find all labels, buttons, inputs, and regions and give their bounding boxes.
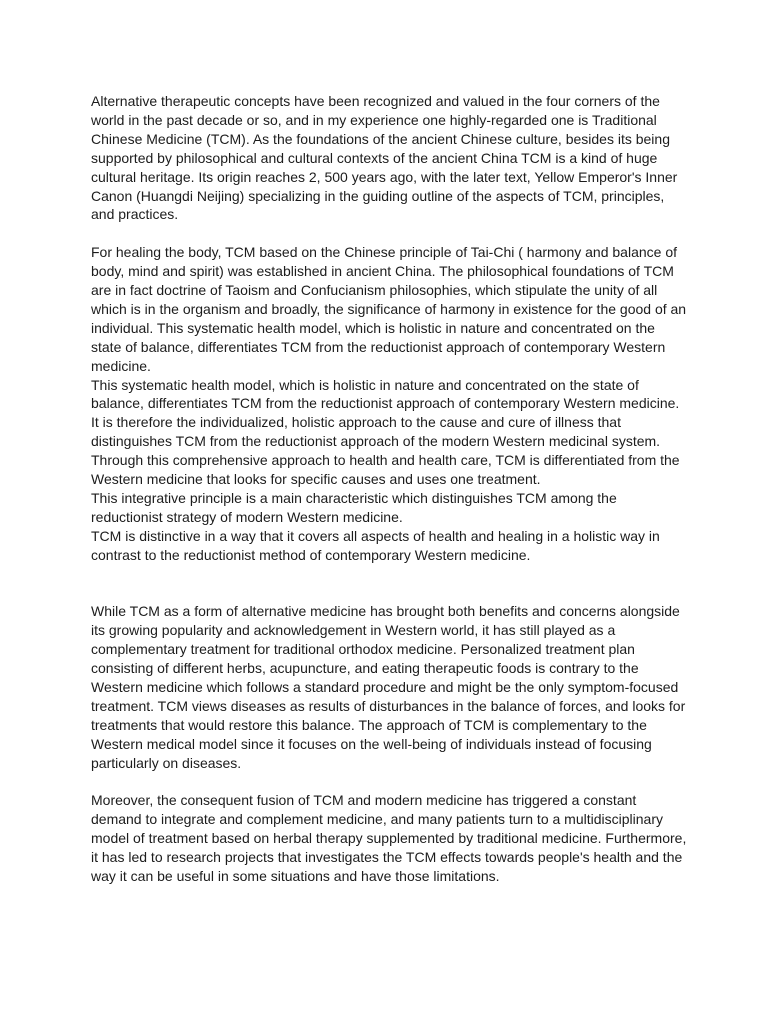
text-line: particularly on diseases. xyxy=(91,754,242,771)
text-line: cultural heritage. Its origin reaches 2, 500 years ago, with the later text, Yellow Emperor's Inner xyxy=(91,168,678,185)
paragraph-intro xyxy=(91,92,691,224)
document-body xyxy=(91,92,691,886)
text-line: it has led to research projects that investigates the TCM effects towards people's health and the xyxy=(91,849,683,866)
text-line: contrast to the reductionist method of contemporary Western medicine. xyxy=(91,546,531,563)
text-line: Western medical model since it focuses on the well-being of individuals instead of focusing xyxy=(91,735,652,752)
text-line: medicine. xyxy=(91,357,151,374)
text-line: distinguishes TCM from the reductionist approach of the modern Western medicinal system. xyxy=(91,433,661,450)
text-line: complementary treatment for traditional orthodox medicine. Personalized treatment plan xyxy=(91,641,635,658)
text-line: Through this comprehensive approach to health and health care, TCM is differentiated from the xyxy=(91,452,680,469)
text-line: balance, differentiates TCM from the reductionist approach of contemporary Western medicine. xyxy=(91,395,680,412)
paragraph-gap xyxy=(91,565,691,584)
text-line: It is therefore the individualized, holistic approach to the cause and cure of illness that xyxy=(91,414,621,431)
text-line: This systematic health model, which is holistic in nature and concentrated on the state of xyxy=(91,376,639,393)
text-line: Alternative therapeutic concepts have been recognized and valued in the four corners of the xyxy=(91,93,660,109)
text-line: While TCM as a form of alternative medicine has brought both benefits and concerns alongside xyxy=(91,603,680,620)
text-line: Western medicine which follows a standard procedure and might be the only symptom-focused xyxy=(91,679,679,696)
text-line: and practices. xyxy=(91,206,179,223)
text-line: treatments that would restore this balance. The approach of TCM is complementary to the xyxy=(91,716,647,733)
text-line: treatment. TCM views diseases as results of disturbances in the balance of forces, and looks for xyxy=(91,697,686,714)
text-line: demand to integrate and complement medicine, and many patients turn to a multidisciplinary xyxy=(91,811,663,828)
text-line: Chinese Medicine (TCM). As the foundations of the ancient Chinese culture, besides its being xyxy=(91,130,670,147)
text-line: which is in the organism and broadly, the significance of harmony in existence for the good of an xyxy=(91,300,687,317)
text-line: its growing popularity and acknowledgement in Western world, it has still played as a xyxy=(91,622,616,639)
text-line: body, mind and spirit) was established in ancient China. The philosophical foundations of TCM xyxy=(91,263,674,280)
text-line: model of treatment based on herbal therapy supplemented by traditional medicine. Furthermore, xyxy=(91,830,687,847)
paragraph-gap xyxy=(91,224,691,243)
text-line: TCM is distinctive in a way that it covers all aspects of health and healing in a holistic way in xyxy=(91,527,660,544)
paragraph-gap xyxy=(91,584,691,603)
text-line: For healing the body, TCM based on the Chinese principle of Tai-Chi ( harmony and balance of xyxy=(91,244,678,261)
text-line: This integrative principle is a main characteristic which distinguishes TCM among the xyxy=(91,490,617,507)
text-line: state of balance, differentiates TCM from the reductionist approach of contemporary Western xyxy=(91,338,666,355)
text-line: individual. This systematic health model, which is holistic in nature and concentrated on the xyxy=(91,319,655,336)
paragraph-tai-chi xyxy=(91,243,691,564)
text-line: reductionist strategy of modern Western medicine. xyxy=(91,508,403,525)
text-line: way it can be useful in some situations and have those limitations. xyxy=(91,868,500,885)
paragraph-alternative-medicine xyxy=(91,602,691,772)
text-line: world in the past decade or so, and in my experience one highly-regarded one is Traditional xyxy=(91,111,657,128)
text-line: Canon (Huangdi Neijing) specializing in the guiding outline of the aspects of TCM, principles, xyxy=(91,187,665,204)
text-line: supported by philosophical and cultural contexts of the ancient China TCM is a kind of huge xyxy=(91,149,658,166)
text-line: Western medicine that looks for specific causes and uses one treatment. xyxy=(91,471,541,488)
paragraph-fusion xyxy=(91,791,691,886)
text-line: are in fact doctrine of Taoism and Confucianism philosophies, which stipulate the unity of all xyxy=(91,282,658,299)
text-line: Moreover, the consequent fusion of TCM and modern medicine has triggered a constant xyxy=(91,792,637,809)
text-line: consisting of different herbs, acupuncture, and eating therapeutic foods is contrary to the xyxy=(91,660,639,677)
paragraph-gap xyxy=(91,773,691,792)
